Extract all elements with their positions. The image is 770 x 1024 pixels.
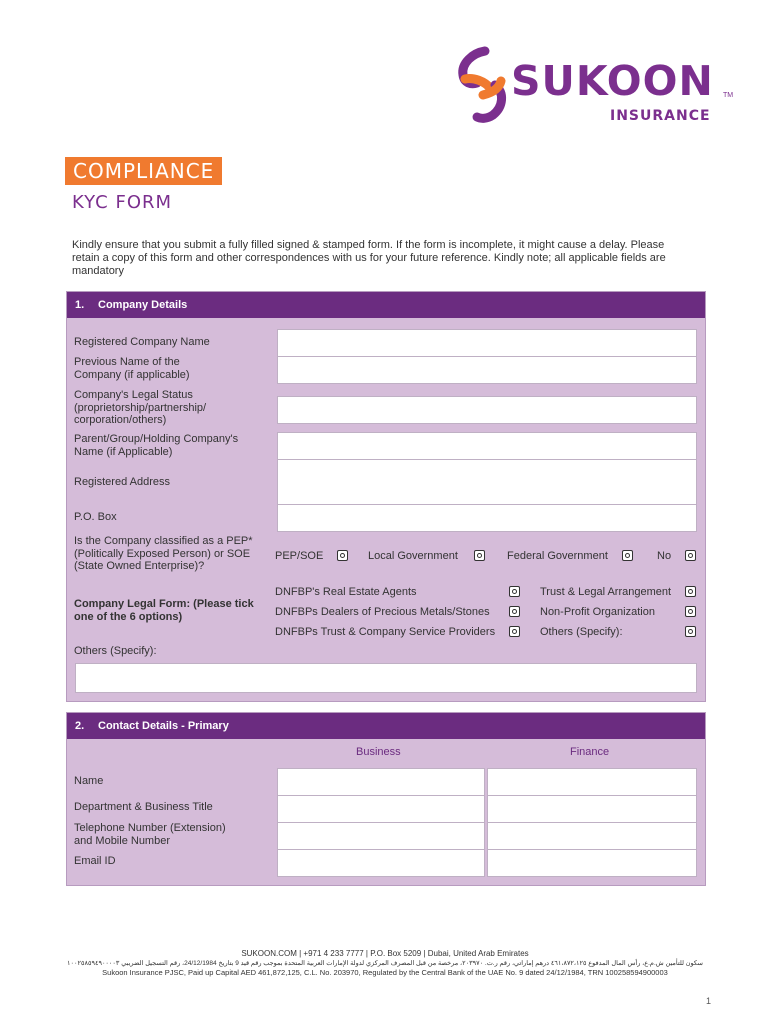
po-box-input[interactable]	[277, 504, 697, 532]
trust-legal-radio[interactable]	[685, 586, 696, 597]
section-title: Contact Details - Primary	[98, 720, 229, 732]
footer-legal: Sukoon Insurance PJSC, Paid up Capital AED 461,872,125, C.L. No. 203970, Regulated by the Central Bank of the UAE No. 9 dated 24/12/1984, TRN 100258594900003	[102, 968, 668, 977]
company-details-section	[66, 291, 706, 702]
previous-name-input[interactable]	[277, 356, 697, 384]
business-department-input[interactable]	[277, 795, 485, 823]
compliance-tag: COMPLIANCE	[65, 157, 222, 185]
trust-company-radio[interactable]	[509, 626, 520, 637]
footer-contact: SUKOON.COM | +971 4 233 7777 | P.O. Box 5209 | Dubai, United Arab Emirates	[241, 949, 529, 958]
finance-department-input[interactable]	[487, 795, 697, 823]
others-specify-input[interactable]	[75, 663, 697, 693]
footer-arabic: سكون للتأمين ش.م.ع، رأس المال المدفوع ٤٦١،٨٧٢،١٢٥ درهم إماراتي، رقم ر.ت. ٢٠٣٩٧٠، مرخصة من قبل المصرف المركزي لدولة الإمارات العربية المتحدة بموجب رقم قيد 9 بتاريخ 24/12/1984، رقم التسجيل الضريبي ١٠٠٢٥٨٥٩٤٩٠٠٠٠٣	[67, 960, 703, 967]
business-telephone-input[interactable]	[277, 822, 485, 850]
business-name-input[interactable]	[277, 768, 485, 796]
email-label: Email ID	[74, 855, 116, 867]
precious-metals-option: DNFBPs Dealers of Precious Metals/Stones	[275, 606, 490, 618]
section-header	[67, 713, 705, 739]
parent-company-label: Parent/Group/Holding Company's Name (if Applicable)	[74, 433, 239, 458]
section-header	[67, 292, 705, 318]
page-number: 1	[706, 996, 712, 1006]
legal-form-label: Company Legal Form: (Please tick one of the 6 options)	[74, 598, 254, 623]
registered-name-label: Registered Company Name	[74, 336, 210, 348]
federal-government-radio[interactable]	[622, 550, 633, 561]
trust-company-option: DNFBPs Trust & Company Service Providers	[275, 626, 496, 638]
others-option: Others (Specify):	[540, 626, 623, 638]
finance-name-input[interactable]	[487, 768, 697, 796]
local-government-radio[interactable]	[474, 550, 485, 561]
no-option: No	[657, 550, 672, 562]
sukoon-mark-icon	[455, 45, 511, 125]
contact-details-section	[66, 712, 706, 886]
finance-telephone-input[interactable]	[487, 822, 697, 850]
department-title-label: Department & Business Title	[74, 801, 213, 813]
pep-soe-option: PEP/SOE	[275, 550, 324, 562]
pep-question-label: Is the Company classified as a PEP* (Politically Exposed Person) or SOE (State Owned Enterprise)?	[74, 535, 253, 572]
real-estate-radio[interactable]	[509, 586, 520, 597]
parent-company-input[interactable]	[277, 432, 697, 460]
business-column-header: Business	[356, 746, 401, 758]
sukoon-logo	[455, 45, 734, 130]
form-title: KYC FORM	[72, 192, 173, 213]
finance-column-header: Finance	[570, 746, 610, 758]
po-box-label: P.O. Box	[74, 511, 117, 523]
logo-wordmark: SUKOON	[511, 57, 714, 105]
intro-text: Kindly ensure that you submit a fully filled signed & stamped form. If the form is incomplete, it might cause a delay. Please retain a copy of this form and other correspondences with us for your future reference. Kindly note; all applicable fields are mandatory	[72, 239, 666, 277]
trust-legal-option: Trust & Legal Arrangement	[540, 586, 672, 598]
registered-address-input[interactable]	[277, 459, 697, 505]
section-title: Company Details	[98, 299, 188, 311]
non-profit-option: Non-Profit Organization	[540, 606, 655, 618]
no-radio[interactable]	[685, 550, 696, 561]
registered-name-input[interactable]	[277, 329, 697, 357]
legal-status-label: Company's Legal Status (proprietorship/partnership/ corporation/others)	[74, 389, 207, 426]
logo-subtitle: INSURANCE	[610, 108, 711, 124]
real-estate-option: DNFBP's Real Estate Agents	[275, 586, 417, 598]
contact-name-label: Name	[74, 775, 104, 787]
local-government-option: Local Government	[368, 550, 458, 562]
finance-email-input[interactable]	[487, 849, 697, 877]
others-radio[interactable]	[685, 626, 696, 637]
section-number: 1.	[75, 299, 85, 311]
others-specify-label: Others (Specify):	[74, 645, 157, 657]
registered-address-label: Registered Address	[74, 476, 170, 488]
non-profit-radio[interactable]	[685, 606, 696, 617]
legal-status-input[interactable]	[277, 396, 697, 424]
precious-metals-radio[interactable]	[509, 606, 520, 617]
section-number: 2.	[75, 720, 85, 732]
business-email-input[interactable]	[277, 849, 485, 877]
federal-government-option: Federal Government	[507, 550, 608, 562]
pep-soe-radio[interactable]	[337, 550, 348, 561]
telephone-label: Telephone Number (Extension) and Mobile Number	[74, 822, 226, 847]
logo-trademark: TM	[723, 92, 734, 99]
previous-name-label: Previous Name of the Company (if applicable)	[74, 356, 190, 381]
